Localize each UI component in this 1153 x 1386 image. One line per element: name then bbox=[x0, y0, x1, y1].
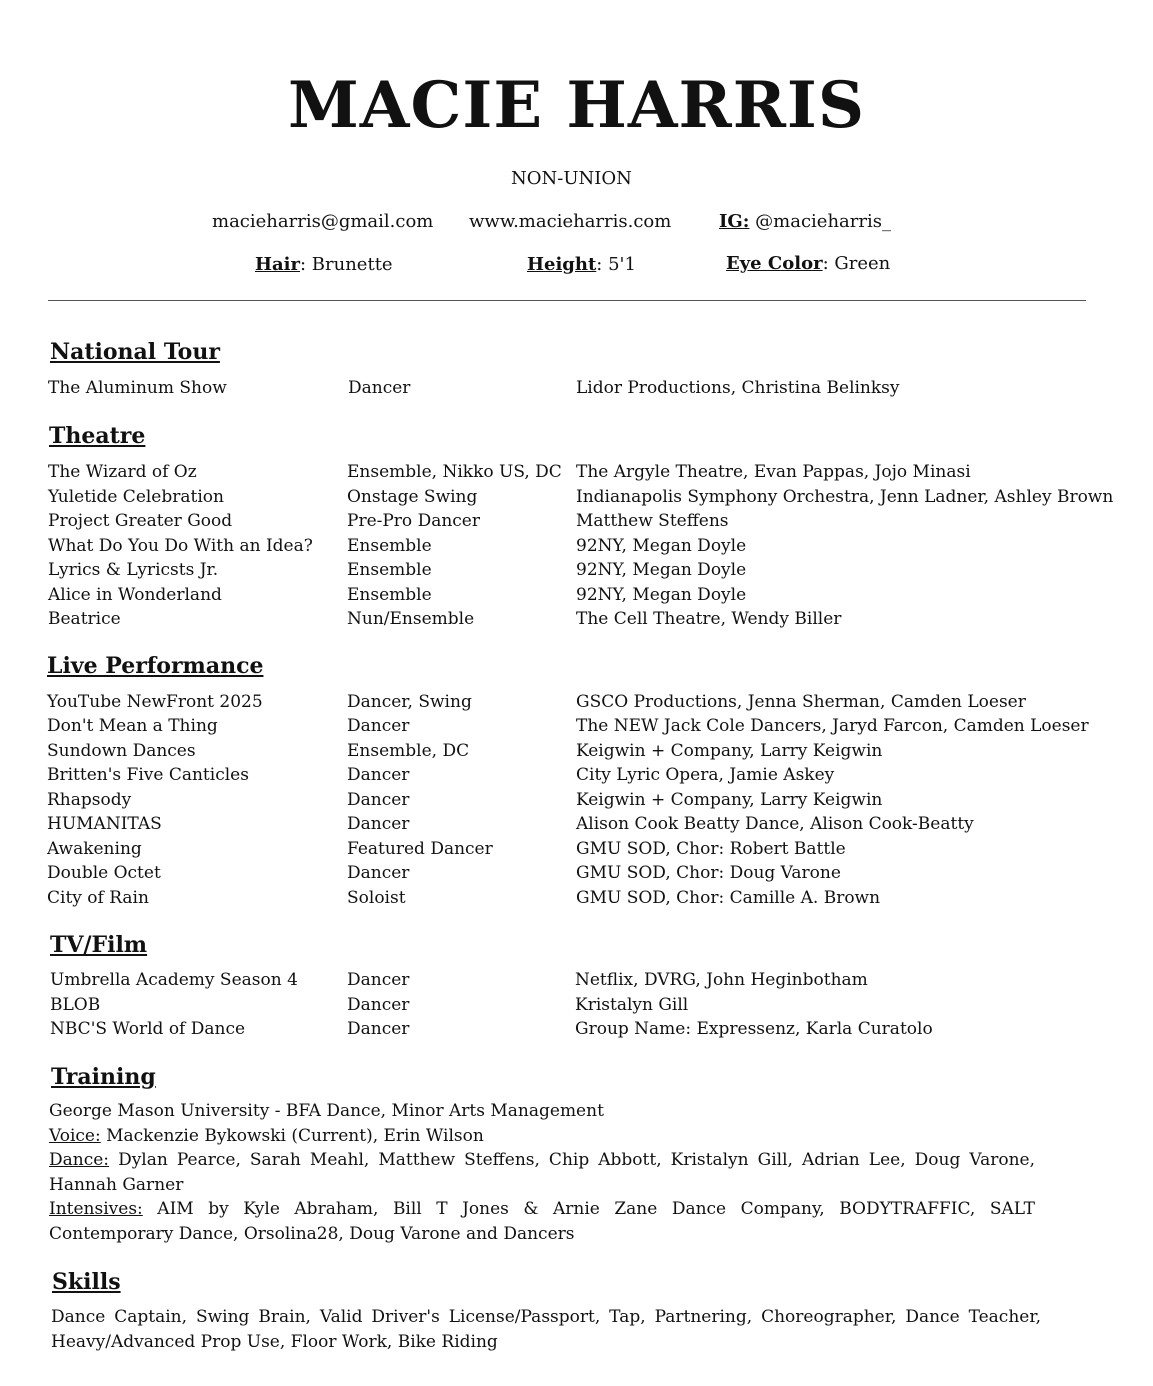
credit-title: The Aluminum Show bbox=[48, 378, 227, 398]
credit-role: Dancer bbox=[347, 790, 410, 810]
section-live-performance: Live Performance bbox=[47, 653, 264, 679]
credit-title: The Wizard of Oz bbox=[48, 462, 197, 482]
credit-title: City of Rain bbox=[47, 888, 149, 908]
header-divider bbox=[48, 300, 1086, 301]
hair-value: : Brunette bbox=[300, 254, 393, 275]
credit-company: 92NY, Megan Doyle bbox=[576, 536, 747, 556]
credit-company: Keigwin + Company, Larry Keigwin bbox=[576, 790, 883, 810]
credit-company: The Cell Theatre, Wendy Biller bbox=[576, 609, 842, 629]
credit-company: GMU SOD, Chor: Camille A. Brown bbox=[576, 888, 881, 908]
credit-role: Pre-Pro Dancer bbox=[347, 511, 480, 531]
credit-role: Dancer bbox=[347, 765, 410, 785]
credit-title: Alice in Wonderland bbox=[48, 585, 222, 605]
instagram[interactable] bbox=[719, 211, 891, 233]
section-skills: Skills bbox=[52, 1269, 121, 1295]
credit-title: NBC'S World of Dance bbox=[50, 1019, 246, 1039]
credit-company: 92NY, Megan Doyle bbox=[576, 560, 747, 580]
training-intensives bbox=[49, 1197, 1035, 1246]
skills-list: Dance Captain, Swing Brain, Valid Driver's License/Passport, Tap, Partnering, Choreographer, Dance Teacher, Heavy/Advanced Prop Use, Floor Work, Bike Riding bbox=[51, 1307, 1041, 1352]
credit-title: Yuletide Celebration bbox=[48, 487, 224, 507]
credit-title: Project Greater Good bbox=[48, 511, 233, 531]
website-link[interactable]: www.macieharris.com bbox=[469, 211, 672, 232]
intensives-label: Intensives: bbox=[49, 1199, 143, 1219]
credit-company: Lidor Productions, Christina Belinksy bbox=[576, 378, 900, 398]
credit-title: Awakening bbox=[47, 839, 142, 859]
credit-role: Dancer bbox=[347, 716, 410, 736]
ig-label: IG: bbox=[719, 211, 750, 232]
credit-role: Onstage Swing bbox=[347, 487, 478, 507]
credit-role: Nun/Ensemble bbox=[347, 609, 475, 629]
intensives-list: AIM by Kyle Abraham, Bill T Jones & Arnie Zane Dance Company, BODYTRAFFIC, SALT Contemporary Dance, Orsolina28, Doug Varone and Dancers bbox=[49, 1199, 1035, 1244]
credit-title: Britten's Five Canticles bbox=[47, 765, 249, 785]
credit-role: Dancer bbox=[347, 863, 410, 883]
credit-title: Umbrella Academy Season 4 bbox=[50, 970, 298, 990]
credit-role: Dancer bbox=[347, 995, 410, 1015]
section-theatre: Theatre bbox=[49, 423, 146, 449]
section-national-tour: National Tour bbox=[50, 339, 220, 365]
voice-label: Voice: bbox=[49, 1126, 101, 1146]
credit-title: Lyrics & Lyricsts Jr. bbox=[48, 560, 219, 580]
credit-role: Ensemble bbox=[347, 536, 432, 556]
credit-role: Dancer, Swing bbox=[347, 692, 472, 712]
credit-title: Rhapsody bbox=[47, 790, 132, 810]
credit-title: Double Octet bbox=[47, 863, 161, 883]
credit-company: City Lyric Opera, Jamie Askey bbox=[576, 765, 835, 785]
union-status: NON-UNION bbox=[511, 168, 632, 189]
credit-company: Indianapolis Symphony Orchestra, Jenn Ladner, Ashley Brown bbox=[576, 487, 1114, 507]
credit-company: 92NY, Megan Doyle bbox=[576, 585, 747, 605]
training-dance bbox=[49, 1148, 1035, 1197]
credit-company: Group Name: Expressenz, Karla Curatolo bbox=[575, 1019, 933, 1039]
credit-role: Featured Dancer bbox=[347, 839, 493, 859]
credit-company: The NEW Jack Cole Dancers, Jaryd Farcon, Camden Loeser bbox=[576, 716, 1089, 736]
credit-title: Sundown Dances bbox=[47, 741, 196, 761]
credit-role: Dancer bbox=[347, 970, 410, 990]
credit-title: BLOB bbox=[50, 995, 101, 1015]
credit-company: GSCO Productions, Jenna Sherman, Camden Loeser bbox=[576, 692, 1026, 712]
credit-company: Keigwin + Company, Larry Keigwin bbox=[576, 741, 883, 761]
height-label: Height bbox=[527, 254, 597, 275]
credit-role: Ensemble bbox=[347, 560, 432, 580]
voice-teachers: Mackenzie Bykowski (Current), Erin Wilson bbox=[100, 1126, 484, 1146]
credit-title: What Do You Do With an Idea? bbox=[48, 536, 313, 556]
height-info bbox=[527, 254, 636, 276]
hair-label: Hair bbox=[255, 254, 300, 275]
credit-role: Soloist bbox=[347, 888, 406, 908]
credit-company: Netflix, DVRG, John Heginbotham bbox=[575, 970, 868, 990]
credit-title: YouTube NewFront 2025 bbox=[47, 692, 263, 712]
credit-role: Dancer bbox=[347, 1019, 410, 1039]
credit-company: GMU SOD, Chor: Robert Battle bbox=[576, 839, 846, 859]
credit-role: Dancer bbox=[348, 378, 411, 398]
ig-handle: @macieharris_ bbox=[755, 211, 891, 232]
credit-title: Don't Mean a Thing bbox=[47, 716, 218, 736]
training-school: George Mason University - BFA Dance, Minor Arts Management bbox=[49, 1101, 604, 1121]
hair-info bbox=[255, 254, 393, 276]
resume-name: MACIE HARRIS bbox=[287, 68, 866, 143]
section-training: Training bbox=[51, 1064, 156, 1090]
dance-teachers: Dylan Pearce, Sarah Meahl, Matthew Steffens, Chip Abbott, Kristalyn Gill, Adrian Lee, Doug Varone, Hannah Garner bbox=[49, 1150, 1035, 1195]
credit-role: Ensemble, Nikko US, DC bbox=[347, 462, 562, 482]
credit-company: Alison Cook Beatty Dance, Alison Cook-Beatty bbox=[576, 814, 974, 834]
eye-value: : Green bbox=[822, 253, 891, 274]
eye-info bbox=[726, 253, 890, 275]
dance-label: Dance: bbox=[49, 1150, 110, 1170]
credit-company: Matthew Steffens bbox=[576, 511, 729, 531]
credit-company: GMU SOD, Chor: Doug Varone bbox=[576, 863, 841, 883]
eye-label: Eye Color bbox=[726, 253, 823, 274]
section-tv-film: TV/Film bbox=[50, 932, 148, 958]
credit-title: HUMANITAS bbox=[47, 814, 162, 834]
credit-title: Beatrice bbox=[48, 609, 121, 629]
email-link[interactable]: macieharris@gmail.com bbox=[212, 211, 434, 232]
credit-company: The Argyle Theatre, Evan Pappas, Jojo Minasi bbox=[576, 462, 971, 482]
credit-company: Kristalyn Gill bbox=[575, 995, 689, 1015]
training-voice bbox=[49, 1124, 1039, 1149]
credit-role: Ensemble bbox=[347, 585, 432, 605]
credit-role: Ensemble, DC bbox=[347, 741, 470, 761]
height-value: : 5'1 bbox=[596, 254, 636, 275]
credit-role: Dancer bbox=[347, 814, 410, 834]
